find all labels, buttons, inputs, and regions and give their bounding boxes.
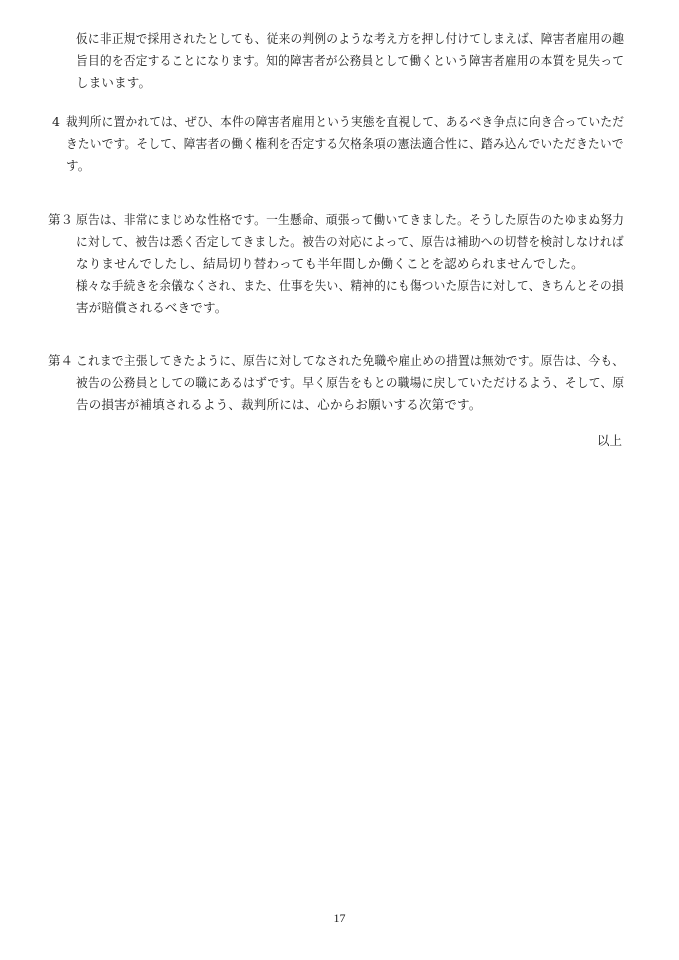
- text-line: 原告は、非常にまじめな性格です。一生懸命、頑張って働いてきました。そうした原告のたゆまぬ努力: [76, 212, 625, 227]
- text-line: きたいです。そして、障害者の働く権利を否定する欠格条項の憲法適合性に、踏み込んでいただきたいで: [66, 136, 624, 151]
- text-line: に対して、被告は悉く否定してきました。被告の対応によって、原告は補助への切替を検討しなければ: [76, 234, 624, 249]
- text-line: 旨目的を否定することになります。知的障害者が公務員として働くという障害者雇用の本質を見失って: [76, 53, 625, 68]
- section-marker: 4: [52, 114, 60, 129]
- text-line: 様々な手続きを余儀なくされ、また、仕事を失い、精神的にも傷ついた原告に対して、きちんとその損: [76, 278, 624, 293]
- text-line: 害が賠償されるべきです。: [76, 300, 228, 315]
- section-marker: 第３: [48, 212, 74, 227]
- section-marker: 第４: [48, 353, 74, 368]
- text-line: しまいます。: [76, 75, 152, 90]
- text-line: す。: [66, 158, 91, 173]
- text-line: これまで主張してきたように、原告に対してなされた免職や雇止めの措置は無効です。原告は、今も、: [76, 353, 625, 368]
- text-line: 告の損害が補填されるよう、裁判所には、心からお願いする次第です。: [76, 397, 482, 412]
- closing-mark: 以上: [596, 433, 622, 448]
- text-line: なりませんでしたし、結局切り替わっても半年間しか働くことを認められませんでした。: [76, 256, 584, 271]
- text-line: 仮に非正規で採用されたとしても、従来の判例のような考え方を押し付けてしまえば、障害者雇用の趣: [76, 31, 625, 46]
- page-number: 17: [333, 911, 346, 925]
- text-line: 裁判所に置かれては、ぜひ、本件の障害者雇用という実態を直視して、あるべき争点に向き合っていただ: [66, 114, 625, 129]
- text-line: 被告の公務員としての職にあるはずです。早く原告をもとの職場に戻していただけるよう、そして、原: [76, 375, 625, 390]
